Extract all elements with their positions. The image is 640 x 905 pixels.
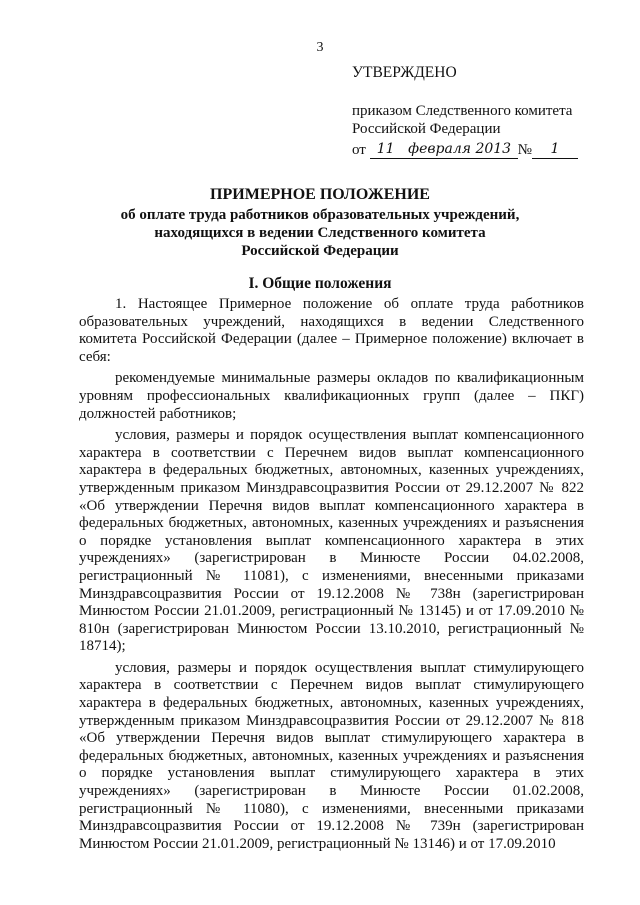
approval-order-line: приказом Следственного комитета xyxy=(352,103,573,119)
paragraph-3: условия, размеры и порядок осуществления выплат компенсационного характера в соответствии с Перечнем видов выплат компенсационного характера в федеральных бюджетных, автономных, казенных учреждениях, утвержденным приказом Минздравсоцразвития России от 29.12.2007 № 822 «Об утверждении Перечня видов выплат компенсационного характера в федеральных бюджетных, автономных, казенных учреждениях и разъяснения о порядке установления выплат компенсационного характера в этих учреждениях» (зарегистрирован в Минюсте России 04.02.2008, регистрационный № 11081), с изменениями, внесенными приказами Минздравсоцразвития России от 19.12.2008 № 738н (зарегистрирован Минюстом России 21.01.2009, регистрационный № 13145) и от 17.09.2010 № 810н (зарегистрирован Минюстом России 13.10.2010, регистрационный № 18714); xyxy=(79,427,584,655)
section-heading: I. Общие положения xyxy=(248,275,392,292)
handwritten-month-year: февраля 2013 xyxy=(402,140,518,159)
approval-org-line: Российской Федерации xyxy=(352,121,501,137)
approval-block xyxy=(352,64,622,159)
approved-label: УТВЕРЖДЕНО xyxy=(352,64,457,81)
handwritten-day: 11 xyxy=(370,140,402,159)
document-title xyxy=(0,186,640,260)
title-line-2: об оплате труда работников образовательных учреждений, xyxy=(120,207,520,223)
paragraph-2: рекомендуемые минимальные размеры окладов по квалификационным уровням профессиональных квалификационных групп (далее – ПКГ) должностей работников; xyxy=(79,370,584,422)
title-line-4: Российской Федерации xyxy=(241,243,399,259)
title-main: ПРИМЕРНОЕ ПОЛОЖЕНИЕ xyxy=(210,186,430,203)
page-number: 3 xyxy=(316,40,324,55)
paragraph-4: условия, размеры и порядок осуществления выплат стимулирующего характера в соответствии с Перечнем видов выплат стимулирующего характера в федеральных бюджетных, автономных, казенных учреждениях, утвержденным приказом Минздравсоцразвития России от 29.12.2007 № 818 «Об утверждении Перечня видов выплат стимулирующего характера в федеральных бюджетных, автономных, казенных учреждениях и разъяснения о порядке установления выплат стимулирующего характера в этих учреждениях» (зарегистрирован в Минюсте России 01.02.2008, регистрационный № 11080), с изменениями, внесенными приказами Минздравсоцразвития России от 19.12.2008 № 739н (зарегистрирован Минюстом России 21.01.2009, регистрационный № 13146) и от 17.09.2010 xyxy=(79,659,584,852)
title-line-3: находящихся в ведении Следственного комитета xyxy=(154,225,486,241)
number-label: № xyxy=(517,142,532,158)
paragraph-1: 1. Настоящее Примерное положение об оплате труда работников образовательных учреждений, находящихся в ведении Следственного комитета Российской Федерации (далее – Примерное положение) включает в себя: xyxy=(79,296,584,365)
handwritten-number: 1 xyxy=(532,140,578,159)
approval-date-line xyxy=(352,140,622,159)
document-body xyxy=(79,296,584,857)
from-label: от xyxy=(352,142,366,158)
